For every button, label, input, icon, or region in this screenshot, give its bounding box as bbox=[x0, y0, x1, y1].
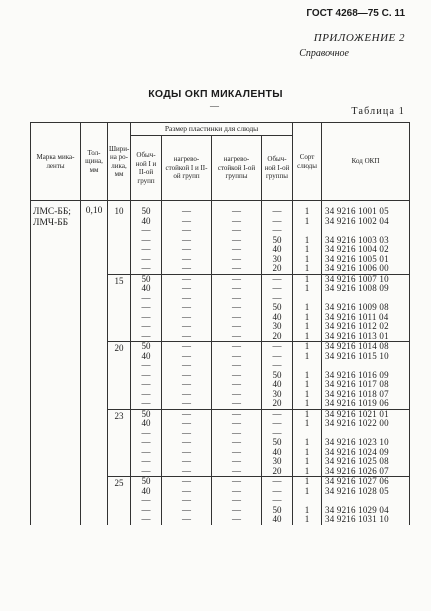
code-cell: 34 9216 1029 04 bbox=[322, 506, 410, 516]
code-cell: 34 9216 1028 05 bbox=[322, 487, 410, 497]
header-mica-4: Обыч-ной I-ой группы bbox=[262, 136, 293, 201]
sort-cell: 1 bbox=[293, 390, 322, 400]
appendix-note: Справочное bbox=[299, 48, 349, 59]
mica-1-cell: — bbox=[131, 390, 162, 400]
mica-4-cell: — bbox=[262, 409, 293, 419]
mica-3-cell: — bbox=[212, 515, 262, 525]
mica-4-cell: — bbox=[262, 294, 293, 304]
mica-3-cell: — bbox=[212, 438, 262, 448]
mica-1-cell: — bbox=[131, 361, 162, 371]
mica-4-cell: — bbox=[262, 201, 293, 217]
width-cell: 25 bbox=[108, 477, 131, 525]
mica-2-cell: — bbox=[162, 496, 212, 506]
mica-2-cell: — bbox=[162, 352, 212, 362]
mica-3-cell: — bbox=[212, 506, 262, 516]
code-cell: 34 9216 1027 06 bbox=[322, 477, 410, 487]
mica-1-cell: — bbox=[131, 496, 162, 506]
mica-3-cell: — bbox=[212, 332, 262, 342]
mica-3-cell: — bbox=[212, 217, 262, 227]
mica-4-cell: — bbox=[262, 429, 293, 439]
thickness-cell: 0,10 bbox=[81, 201, 108, 525]
mica-4-cell: 50 bbox=[262, 438, 293, 448]
mica-3-cell: — bbox=[212, 448, 262, 458]
code-cell: 34 9216 1011 04 bbox=[322, 313, 410, 323]
code-cell: 34 9216 1001 05 bbox=[322, 201, 410, 217]
width-cell: 20 bbox=[108, 342, 131, 410]
mica-1-cell: 40 bbox=[131, 419, 162, 429]
code-cell: 34 9216 1015 10 bbox=[322, 352, 410, 362]
sort-cell: 1 bbox=[293, 236, 322, 246]
mica-1-cell: — bbox=[131, 371, 162, 381]
mica-3-cell: — bbox=[212, 245, 262, 255]
mica-1-cell: 40 bbox=[131, 284, 162, 294]
mica-3-cell: — bbox=[212, 255, 262, 265]
mica-3-cell: — bbox=[212, 264, 262, 274]
sort-cell: 1 bbox=[293, 245, 322, 255]
mica-1-cell: — bbox=[131, 457, 162, 467]
mica-2-cell: — bbox=[162, 313, 212, 323]
mica-3-cell: — bbox=[212, 409, 262, 419]
mark-name: ЛМЧ-ББ bbox=[33, 218, 69, 228]
header-mica-3: нагрево-стойкой I-ой группы bbox=[212, 136, 262, 201]
header-mica-1: Обыч-ной I и II-ой групп bbox=[131, 136, 162, 201]
mica-1-cell: — bbox=[131, 245, 162, 255]
mica-2-cell: — bbox=[162, 438, 212, 448]
code-cell: 34 9216 1018 07 bbox=[322, 390, 410, 400]
mica-1-cell: — bbox=[131, 438, 162, 448]
sort-cell: 1 bbox=[293, 467, 322, 477]
header-mark: Марка мика-ленты bbox=[31, 123, 81, 201]
mica-1-cell: — bbox=[131, 429, 162, 439]
sort-cell: 1 bbox=[293, 303, 322, 313]
mica-2-cell: — bbox=[162, 399, 212, 409]
sort-cell: 1 bbox=[293, 487, 322, 497]
appendix-title: ПРИЛОЖЕНИЕ 2 bbox=[313, 32, 405, 44]
mica-3-cell: — bbox=[212, 361, 262, 371]
header-thickness: Тол-щина, мм bbox=[81, 123, 108, 201]
sort-cell: 1 bbox=[293, 201, 322, 217]
mica-4-cell: 30 bbox=[262, 457, 293, 467]
mica-3-cell: — bbox=[212, 313, 262, 323]
mica-1-cell: 40 bbox=[131, 217, 162, 227]
mica-4-cell: 20 bbox=[262, 399, 293, 409]
mica-2-cell: — bbox=[162, 255, 212, 265]
code-cell: 34 9216 1014 08 bbox=[322, 342, 410, 352]
mica-2-cell: — bbox=[162, 419, 212, 429]
code-cell: 34 9216 1013 01 bbox=[322, 332, 410, 342]
mica-1-cell: — bbox=[131, 448, 162, 458]
header-code: Код ОКП bbox=[322, 123, 410, 201]
width-cell: 10 bbox=[108, 201, 131, 275]
mica-2-cell: — bbox=[162, 361, 212, 371]
mica-2-cell: — bbox=[162, 284, 212, 294]
mica-4-cell: — bbox=[262, 496, 293, 506]
mica-3-cell: — bbox=[212, 342, 262, 352]
mica-3-cell: — bbox=[212, 352, 262, 362]
width-cell: 15 bbox=[108, 274, 131, 342]
code-cell: 34 9216 1031 10 bbox=[322, 515, 410, 525]
mica-2-cell: — bbox=[162, 457, 212, 467]
mica-4-cell: — bbox=[262, 352, 293, 362]
mica-3-cell: — bbox=[212, 477, 262, 487]
mica-3-cell: — bbox=[212, 322, 262, 332]
mica-1-cell: 40 bbox=[131, 487, 162, 497]
sort-cell: 1 bbox=[293, 457, 322, 467]
sort-cell: 1 bbox=[293, 352, 322, 362]
mica-1-cell: — bbox=[131, 236, 162, 246]
mica-3-cell: — bbox=[212, 457, 262, 467]
code-cell: 34 9216 1007 10 bbox=[322, 274, 410, 284]
sort-cell: 1 bbox=[293, 322, 322, 332]
mica-1-cell: — bbox=[131, 264, 162, 274]
mica-3-cell: — bbox=[212, 399, 262, 409]
mica-2-cell: — bbox=[162, 236, 212, 246]
mica-3-cell: — bbox=[212, 429, 262, 439]
mica-2-cell: — bbox=[162, 448, 212, 458]
mica-1-cell: — bbox=[131, 313, 162, 323]
mica-3-cell: — bbox=[212, 284, 262, 294]
mica-1-cell: — bbox=[131, 380, 162, 390]
code-cell: 34 9216 1021 01 bbox=[322, 409, 410, 419]
mica-1-cell: 50 bbox=[131, 201, 162, 217]
code-cell: 34 9216 1022 00 bbox=[322, 419, 410, 429]
mica-3-cell: — bbox=[212, 496, 262, 506]
mica-4-cell: 40 bbox=[262, 380, 293, 390]
code-cell: 34 9216 1019 06 bbox=[322, 399, 410, 409]
mica-2-cell: — bbox=[162, 515, 212, 525]
mica-3-cell: — bbox=[212, 294, 262, 304]
mica-4-cell: 40 bbox=[262, 313, 293, 323]
sort-cell: 1 bbox=[293, 438, 322, 448]
code-cell: 34 9216 1002 04 bbox=[322, 217, 410, 227]
header-plate-size: Размер пластинки для слюды bbox=[131, 123, 293, 136]
code-cell: 34 9216 1003 03 bbox=[322, 236, 410, 246]
mica-4-cell: — bbox=[262, 487, 293, 497]
mica-2-cell: — bbox=[162, 274, 212, 284]
code-cell: 34 9216 1016 09 bbox=[322, 371, 410, 381]
sort-cell: 1 bbox=[293, 380, 322, 390]
mica-2-cell: — bbox=[162, 226, 212, 236]
code-cell: 34 9216 1012 02 bbox=[322, 322, 410, 332]
mica-4-cell: — bbox=[262, 477, 293, 487]
mica-4-cell: — bbox=[262, 217, 293, 227]
sort-cell: 1 bbox=[293, 506, 322, 516]
mica-1-cell: 50 bbox=[131, 409, 162, 419]
page-title: КОДЫ ОКП МИКАЛЕНТЫ bbox=[148, 88, 283, 100]
title-mark: — bbox=[210, 101, 219, 111]
mica-4-cell: — bbox=[262, 274, 293, 284]
mica-4-cell: 30 bbox=[262, 255, 293, 265]
mica-1-cell: 50 bbox=[131, 477, 162, 487]
mica-4-cell: 30 bbox=[262, 322, 293, 332]
mica-4-cell: 50 bbox=[262, 303, 293, 313]
code-cell: 34 9216 1008 09 bbox=[322, 284, 410, 294]
sort-cell: 1 bbox=[293, 477, 322, 487]
mica-2-cell: — bbox=[162, 371, 212, 381]
mica-1-cell: 50 bbox=[131, 342, 162, 352]
mica-1-cell: — bbox=[131, 255, 162, 265]
mark-name: ЛМС-ББ; bbox=[33, 207, 71, 217]
sort-cell: 1 bbox=[293, 332, 322, 342]
mica-4-cell: — bbox=[262, 226, 293, 236]
table-label: Таблица 1 bbox=[351, 106, 405, 117]
sort-cell: 1 bbox=[293, 217, 322, 227]
mica-2-cell: — bbox=[162, 409, 212, 419]
mica-2-cell: — bbox=[162, 264, 212, 274]
mica-2-cell: — bbox=[162, 294, 212, 304]
mica-4-cell: — bbox=[262, 284, 293, 294]
sort-cell: 1 bbox=[293, 371, 322, 381]
mica-2-cell: — bbox=[162, 217, 212, 227]
mica-2-cell: — bbox=[162, 322, 212, 332]
mica-3-cell: — bbox=[212, 467, 262, 477]
mica-3-cell: — bbox=[212, 274, 262, 284]
mica-1-cell: 40 bbox=[131, 352, 162, 362]
mica-3-cell: — bbox=[212, 236, 262, 246]
mica-1-cell: — bbox=[131, 226, 162, 236]
sort-cell: 1 bbox=[293, 448, 322, 458]
mica-3-cell: — bbox=[212, 201, 262, 217]
mica-3-cell: — bbox=[212, 487, 262, 497]
mica-1-cell: — bbox=[131, 332, 162, 342]
mica-4-cell: 20 bbox=[262, 332, 293, 342]
sort-cell: 1 bbox=[293, 419, 322, 429]
page-header: ГОСТ 4268—75 С. 11 bbox=[306, 8, 405, 19]
mica-1-cell: — bbox=[131, 515, 162, 525]
mica-3-cell: — bbox=[212, 371, 262, 381]
mica-2-cell: — bbox=[162, 201, 212, 217]
sort-cell: 1 bbox=[293, 399, 322, 409]
code-cell: 34 9216 1005 01 bbox=[322, 255, 410, 265]
mica-4-cell: 40 bbox=[262, 448, 293, 458]
header-sort: Сорт слюды bbox=[293, 123, 322, 201]
mica-2-cell: — bbox=[162, 487, 212, 497]
code-cell: 34 9216 1006 00 bbox=[322, 264, 410, 274]
mica-3-cell: — bbox=[212, 303, 262, 313]
mica-2-cell: — bbox=[162, 380, 212, 390]
mica-4-cell: 40 bbox=[262, 515, 293, 525]
mica-2-cell: — bbox=[162, 477, 212, 487]
table-body bbox=[31, 201, 410, 525]
mica-4-cell: — bbox=[262, 419, 293, 429]
sort-cell: 1 bbox=[293, 342, 322, 352]
mica-2-cell: — bbox=[162, 342, 212, 352]
mica-1-cell: — bbox=[131, 294, 162, 304]
okp-codes-table bbox=[30, 122, 410, 525]
mica-2-cell: — bbox=[162, 245, 212, 255]
sort-cell: 1 bbox=[293, 264, 322, 274]
code-cell: 34 9216 1004 02 bbox=[322, 245, 410, 255]
mica-4-cell: 30 bbox=[262, 390, 293, 400]
mica-1-cell: — bbox=[131, 399, 162, 409]
mica-4-cell: — bbox=[262, 342, 293, 352]
mica-4-cell: 50 bbox=[262, 236, 293, 246]
mica-4-cell: 20 bbox=[262, 467, 293, 477]
mica-2-cell: — bbox=[162, 332, 212, 342]
mica-2-cell: — bbox=[162, 467, 212, 477]
mica-2-cell: — bbox=[162, 506, 212, 516]
sort-cell: 1 bbox=[293, 284, 322, 294]
mica-3-cell: — bbox=[212, 226, 262, 236]
sort-cell: 1 bbox=[293, 274, 322, 284]
sort-cell: 1 bbox=[293, 515, 322, 525]
mica-2-cell: — bbox=[162, 390, 212, 400]
mica-2-cell: — bbox=[162, 429, 212, 439]
code-cell: 34 9216 1025 08 bbox=[322, 457, 410, 467]
code-cell: 34 9216 1009 08 bbox=[322, 303, 410, 313]
mica-1-cell: 50 bbox=[131, 274, 162, 284]
mica-2-cell: — bbox=[162, 303, 212, 313]
mica-1-cell: — bbox=[131, 506, 162, 516]
sort-cell: 1 bbox=[293, 313, 322, 323]
mica-1-cell: — bbox=[131, 322, 162, 332]
code-cell: 34 9216 1024 09 bbox=[322, 448, 410, 458]
sort-cell: 1 bbox=[293, 409, 322, 419]
mica-3-cell: — bbox=[212, 380, 262, 390]
table-row bbox=[31, 201, 410, 217]
mica-4-cell: 50 bbox=[262, 506, 293, 516]
mica-4-cell: 20 bbox=[262, 264, 293, 274]
header-mica-2: нагрево-стойкой I и II-ой групп bbox=[162, 136, 212, 201]
code-cell: 34 9216 1023 10 bbox=[322, 438, 410, 448]
code-cell: 34 9216 1017 08 bbox=[322, 380, 410, 390]
mica-3-cell: — bbox=[212, 390, 262, 400]
mica-4-cell: 50 bbox=[262, 371, 293, 381]
header-width: Шири-на ро-лика, мм bbox=[108, 123, 131, 201]
mark-cell bbox=[31, 201, 81, 525]
sort-cell: 1 bbox=[293, 255, 322, 265]
code-cell: 34 9216 1026 07 bbox=[322, 467, 410, 477]
mica-4-cell: 40 bbox=[262, 245, 293, 255]
mica-3-cell: — bbox=[212, 419, 262, 429]
mica-1-cell: — bbox=[131, 303, 162, 313]
width-cell: 23 bbox=[108, 409, 131, 477]
mica-1-cell: — bbox=[131, 467, 162, 477]
mica-4-cell: — bbox=[262, 361, 293, 371]
